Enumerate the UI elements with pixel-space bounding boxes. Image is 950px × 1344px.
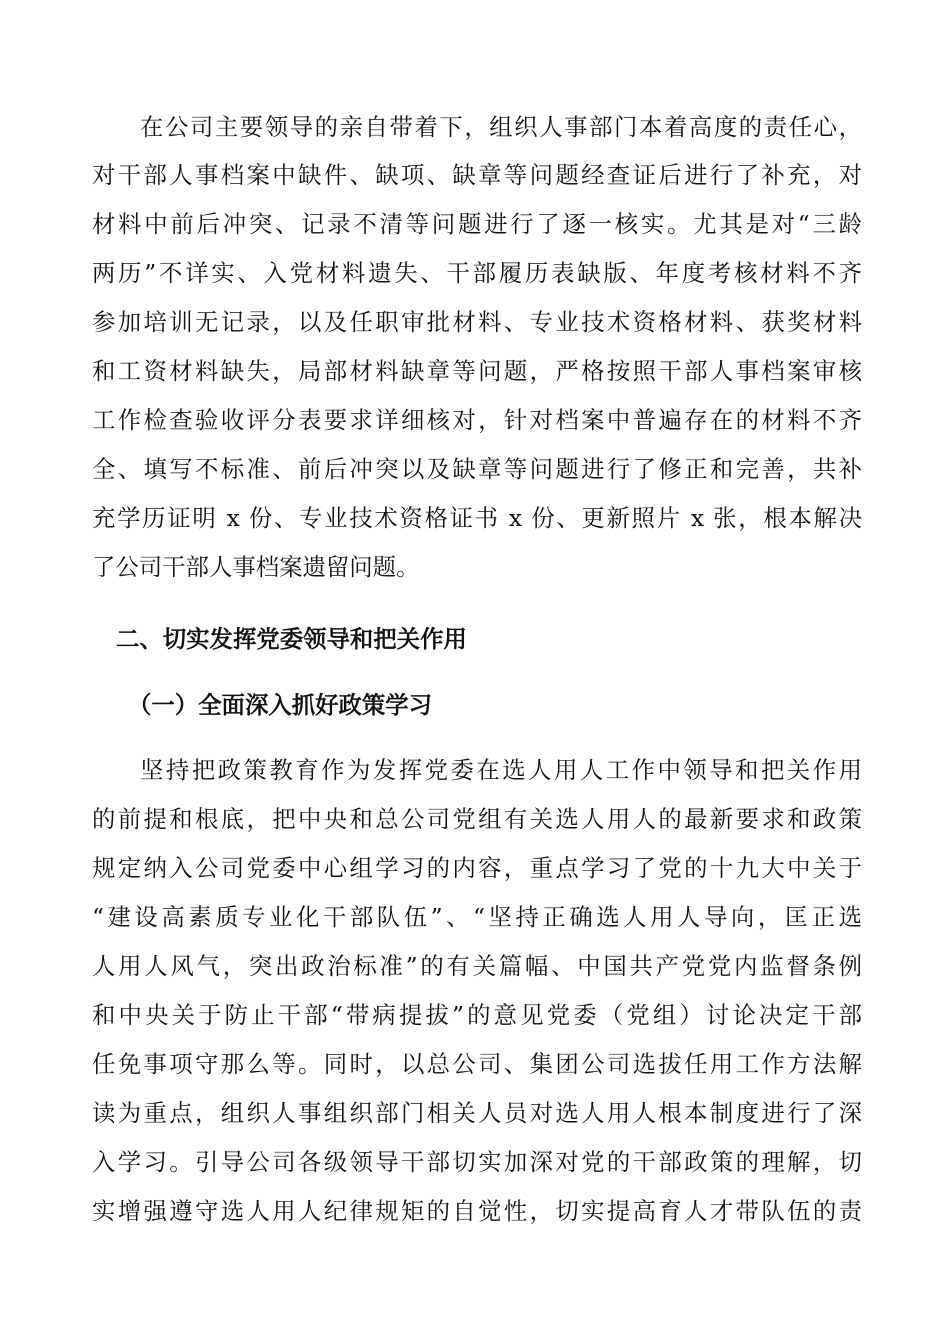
paragraph-line: 对干部人事档案中缺件、缺项、缺章等问题经查证后进行了补充，对 [92,161,862,189]
paragraph-line: 实增强遵守选人用人纪律规矩的自觉性，切实提高育人才带队伍的责 [92,1197,862,1225]
paragraph-line: 参加培训无记录，以及任职审批材料、专业技术资格材料、获奖材料 [92,308,862,336]
paragraph-line: 读为重点，组织人事组织部门相关人员对选人用人根本制度进行了深 [92,1099,862,1127]
paragraph-line: 的前提和根底，把中央和总公司党组有关选人用人的最新要求和政策 [92,805,862,833]
paragraph-line: 入学习。引导公司各级领导干部切实加深对党的干部政策的理解，切 [92,1148,862,1176]
subsection-heading: （一）全面深入抓好政策学习 [128,691,433,719]
section-heading: 二、切实发挥党委领导和把关作用 [116,625,467,653]
paragraph-line: 充学历证明 x 份、专业技术资格证书 x 份、更新照片 x 张，根本解决 [92,504,862,532]
paragraph-line: 两历”不详实、入党材料遗失、干部履历表缺版、年度考核材料不齐 [92,259,862,287]
paragraph-line: 任免事项守那么等。同时，以总公司、集团公司选拔任用工作方法解 [92,1050,862,1078]
paragraph-line: 和工资材料缺失，局部材料缺章等问题，严格按照干部人事档案审核 [92,357,862,385]
paragraph-line: 和中央关于防止干部“带病提拔”的意见党委（党组）讨论决定干部 [92,1001,862,1029]
paragraph-line: 材料中前后冲突、记录不清等问题进行了逐一核实。尤其是对“三龄 [92,210,862,238]
paragraph-line: 规定纳入公司党委中心组学习的内容，重点学习了党的十九大中关于 [92,854,862,882]
paragraph-line: 人用人风气，突出政治标准”的有关篇幅、中国共产党党内监督条例 [92,952,862,980]
paragraph-line: “建设高素质专业化干部队伍”、“坚持正确选人用人导向，匡正选 [92,903,862,931]
paragraph-line: 坚持把政策教育作为发挥党委在选人用人工作中领导和把关作用 [140,756,862,784]
paragraph-line: 工作检查验收评分表要求详细核对，针对档案中普遍存在的材料不齐 [92,406,862,434]
paragraph-line: 在公司主要领导的亲自带着下，组织人事部门本着高度的责任心， [140,113,862,141]
paragraph-line: 全、填写不标准、前后冲突以及缺章等问题进行了修正和完善，共补 [92,455,862,483]
paragraph-line: 了公司干部人事档案遗留问题。 [92,553,420,581]
